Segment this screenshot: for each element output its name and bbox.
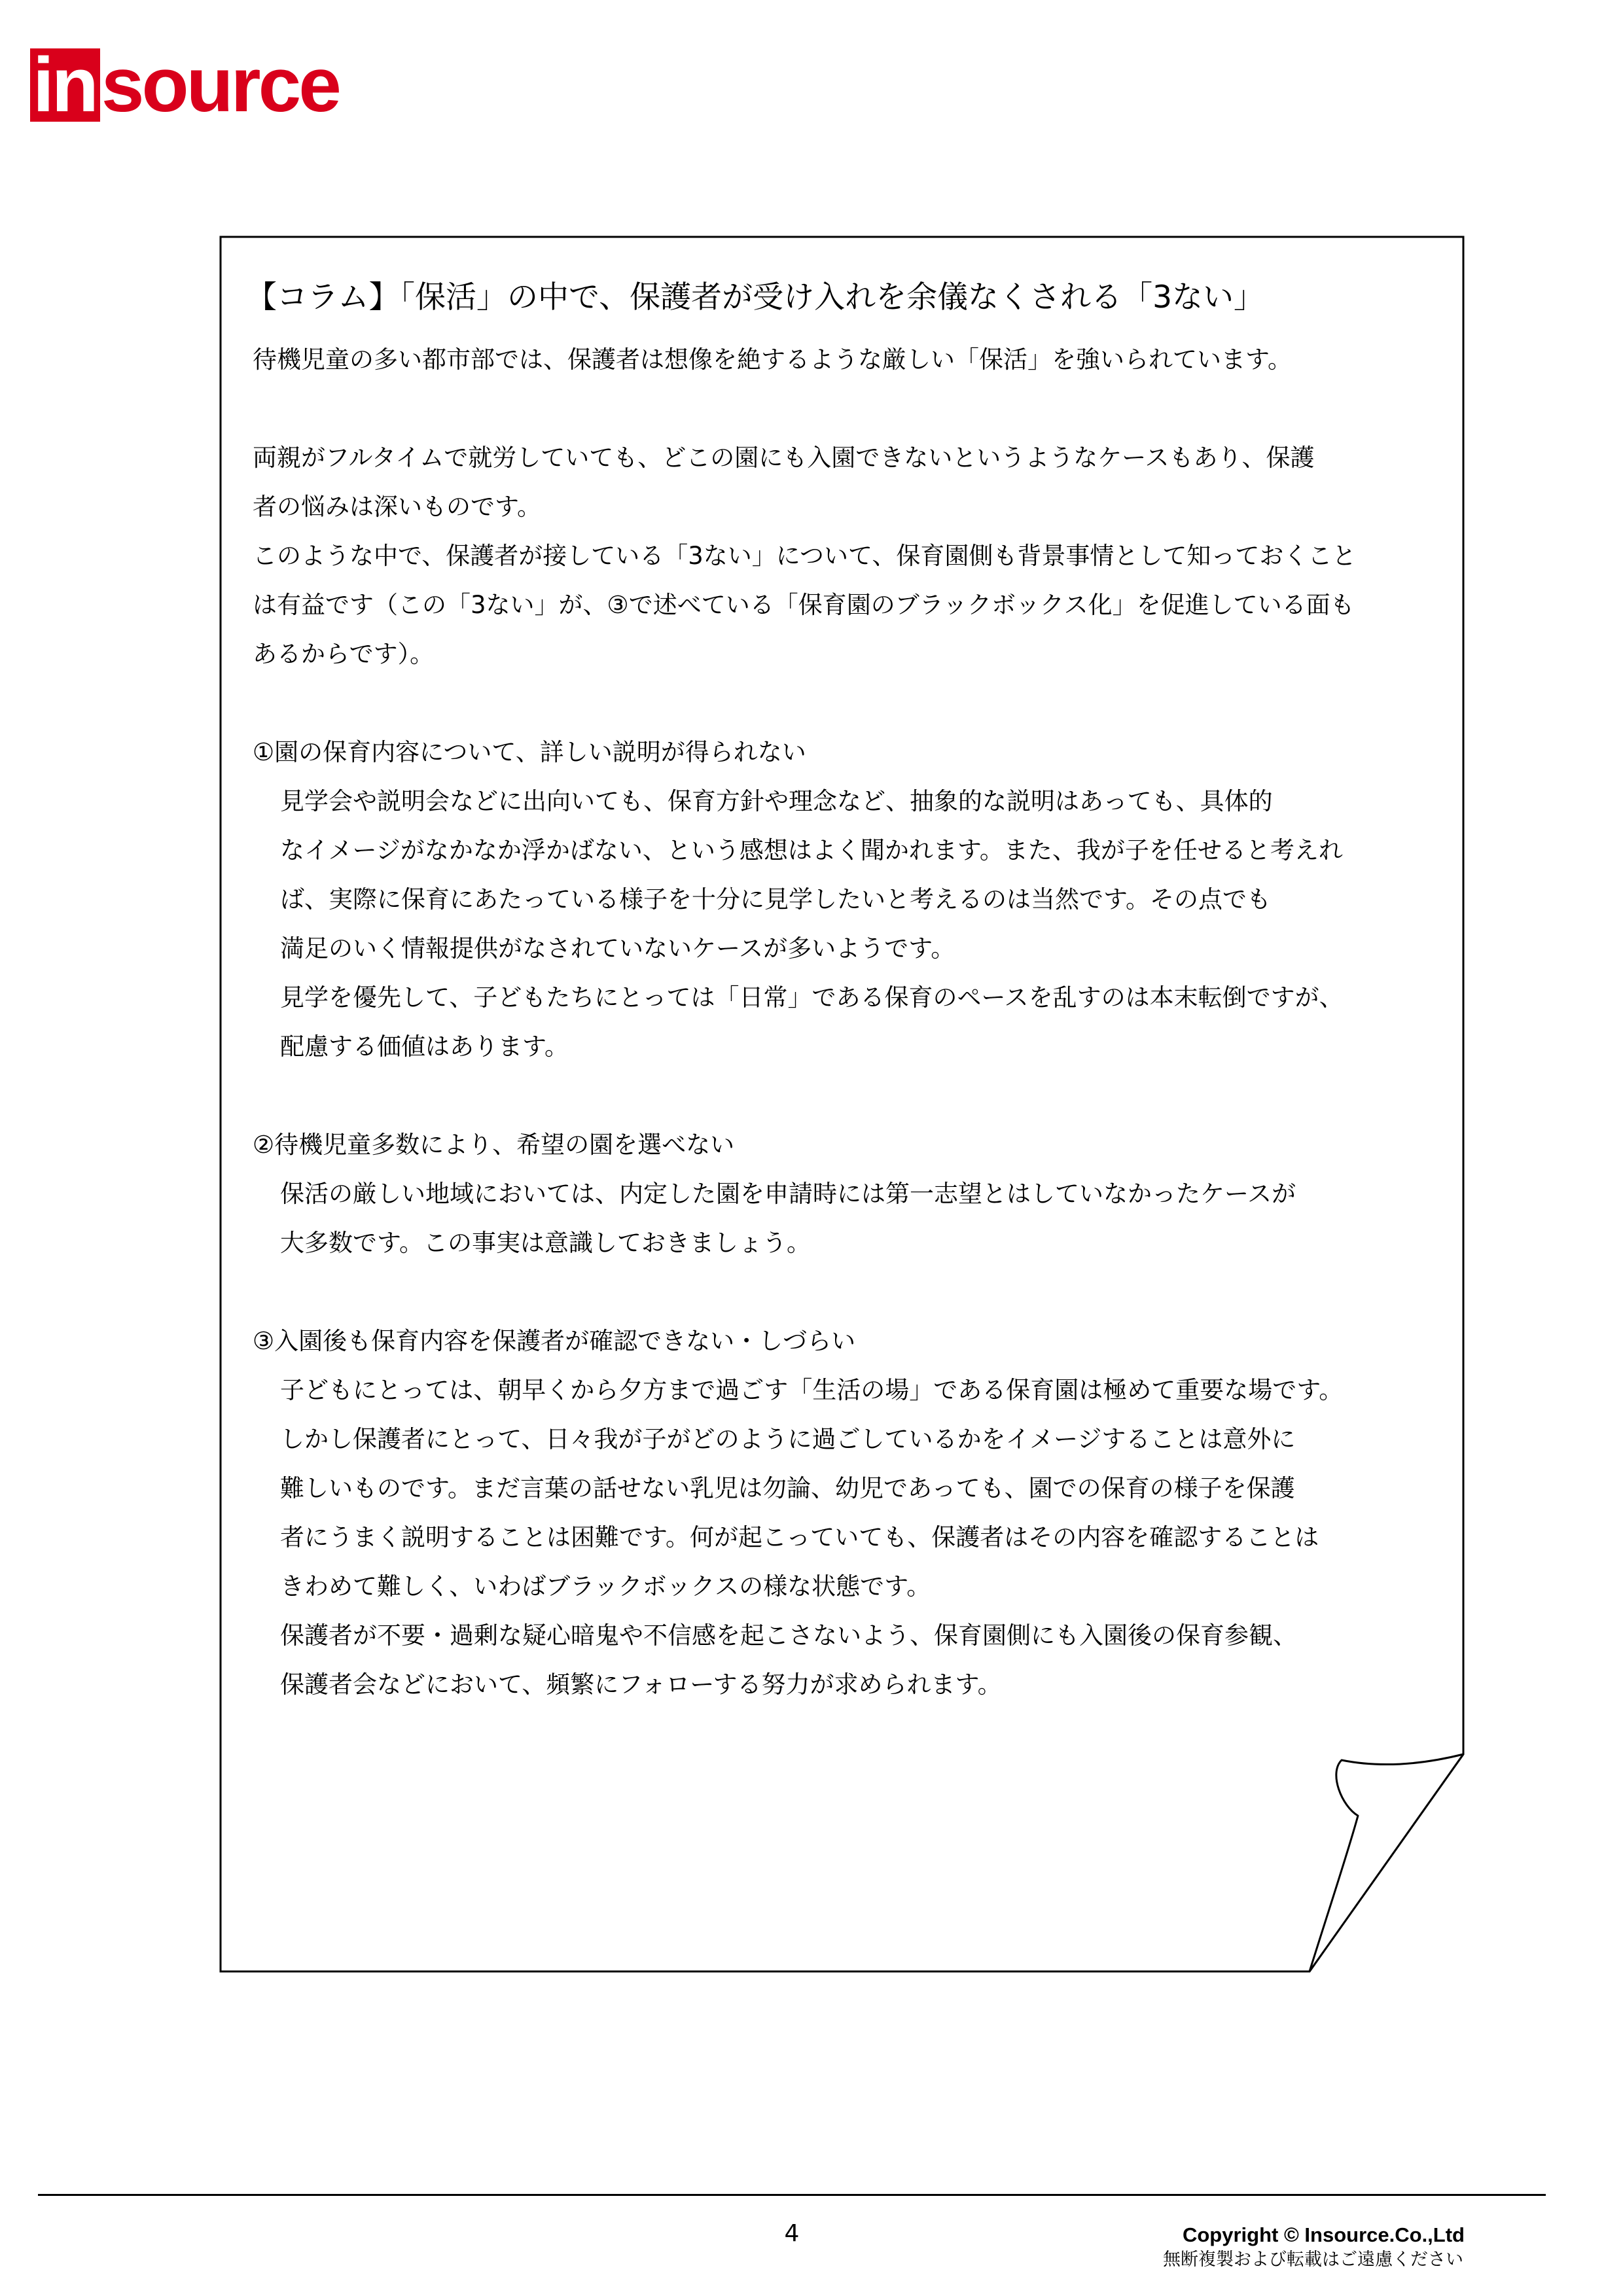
column-body [246,275,1444,1709]
paragraph-line: 者の悩みは深いものです。 [253,493,542,521]
copyright-text: Copyright © Insource.Co.,Ltd [1182,2223,1465,2246]
footer-divider [38,2194,1546,2196]
paragraph-line: 両親がフルタイムで就労していても、どこの園にも入園できないというようなケースもあり、保護 [253,444,1315,472]
section-heading: ③入園後も保育内容を保護者が確認できない・しづらい [253,1327,856,1355]
logo-in-mark: in [30,48,100,122]
spacer [253,1267,1444,1316]
section-line: 見学を優先して、子どもたちにとっては「日常」である保育のペースを乱すのは本末転倒ですが、 [280,983,1344,1012]
paragraph-line: あるからです）。 [253,640,435,668]
spacer [253,1071,1444,1120]
section-line: なイメージがなかなか浮かばない、という感想はよく聞かれます。また、我が子を任せると考えれ [280,836,1343,864]
paragraph-line: このような中で、保護者が接している「3ない」について、保育園側も背景事情として知っておくこと [253,542,1357,570]
section-line: きわめて難しく、いわばブラックボックスの様な状態です。 [280,1572,931,1600]
spacer [253,384,1444,433]
paragraph-line: は有益です（この「3ない」が、③で述べている「保育園のブラックボックス化」を促進している面も [253,591,1355,619]
section-line: 難しいものです。まだ言葉の話せない乳児は勿論、幼児であっても、園での保育の様子を保護 [280,1474,1295,1502]
section-line: 見学会や説明会などに出向いても、保育方針や理念など、抽象的な説明はあっても、具体的 [280,787,1273,815]
logo-wordmark: source [101,42,339,128]
section-line: 満足のいく情報提供がなされていないケースが多いようです。 [280,934,955,963]
section-line: 大多数です。この事実は意識しておきましょう。 [280,1229,812,1257]
column-title: 【コラム】「保活」の中で、保護者が受け入れを余儀なくされる「3ない」 [246,279,1264,315]
section-line: しかし保護者にとって、日々我が子がどのように過ごしているかをイメージすることは意外に [280,1425,1296,1453]
spacer [253,679,1444,728]
reproduction-notice: 無断複製および転載はご遠慮ください [1163,2250,1463,2270]
section-heading: ①園の保育内容について、詳しい説明が得られない [253,738,806,766]
section-line: 保護者が不要・過剰な疑心暗鬼や不信感を起こさないよう、保育園側にも入園後の保育参観、 [280,1621,1297,1650]
section-line: ば、実際に保育にあたっている様子を十分に見学したいと考えるのは当然です。その点でも [280,885,1272,913]
intro-line: 待機児童の多い都市部では、保護者は想像を絶するような厳しい「保活」を強いられています。 [253,345,1293,374]
section-line: 者にうまく説明することは困難です。何が起こっていても、保護者はその内容を確認することは [280,1523,1319,1551]
section-line: 子どもにとっては、朝早くから夕方まで過ごす「生活の場」である保育園は極めて重要な場です。 [280,1376,1344,1404]
section-line: 保護者会などにおいて、頻繁にフォローする努力が求められます。 [280,1670,1002,1699]
section-heading: ②待機児童多数により、希望の園を選べない [253,1131,735,1159]
section-line: 配慮する価値はあります。 [280,1033,569,1061]
section-line: 保活の厳しい地域においては、内定した園を申請時には第一志望とはしていなかったケースが [280,1180,1296,1208]
page-number: 4 [784,2220,800,2247]
